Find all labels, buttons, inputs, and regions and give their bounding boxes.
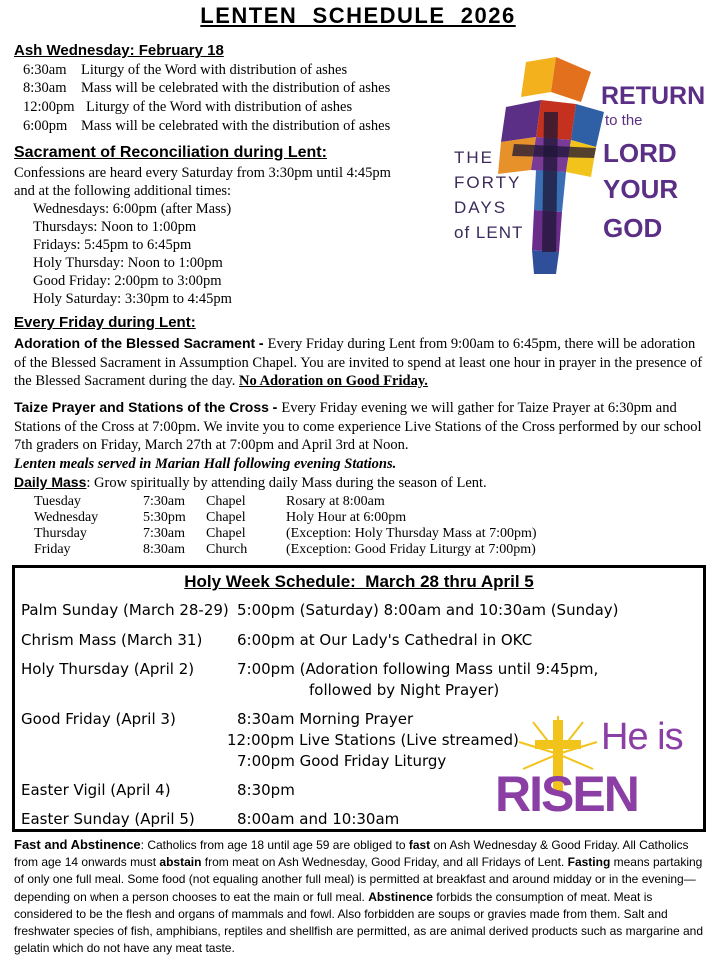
chrism-mass-time: 6:00pm at Our Lady's Cathedral in OKC — [237, 631, 533, 649]
holy-thursday-time: followed by Night Prayer) — [309, 681, 500, 699]
daily-day: Wednesday — [34, 510, 99, 525]
fast-word: fast — [408, 838, 431, 852]
fast-text: forbids the consumption of meat. Meat is considered to be the flesh and organs of mammals and fowl. Also forbidden are soups or gravies made from them. Salt and freshwater species of fish, amphibians, reptiles and shellfish are permitted, as are animal derived products such as margarine and gelatin which do not have any meat taste. — [14, 889, 704, 956]
forty-days-text: THE — [454, 148, 494, 167]
daily-day: Tuesday — [34, 494, 81, 509]
every-friday-heading: Every Friday during Lent: — [14, 314, 196, 331]
risen-bottom-text: RISEN — [495, 766, 638, 822]
ash-time: 6:30am — [23, 62, 67, 78]
stained-glass-cross-icon — [496, 52, 606, 277]
fast-text: means partaking of only one full meal. Some food (not equaling another full meal) is permitted at breakfast and around midday or in the evening—depending on when a person chooses to eat the main or full meal. — [14, 855, 703, 904]
reconciliation-time: Holy Thursday: Noon to 1:00pm — [33, 255, 223, 271]
easter-vigil-label: Easter Vigil (April 4) — [21, 781, 171, 799]
reconciliation-time: Fridays: 5:45pm to 6:45pm — [33, 237, 192, 253]
good-friday-time: 8:30am Morning Prayer — [237, 710, 414, 728]
return-lord-text: GOD — [603, 213, 663, 243]
forty-days-text: of LENT — [454, 223, 524, 242]
good-friday-time: 7:00pm Good Friday Liturgy — [237, 752, 447, 770]
fast-text: : Catholics from age 18 until age 59 are obliged to — [140, 838, 409, 852]
dash: - — [258, 336, 268, 352]
adoration-title: Adoration of the Blessed Sacrament — [14, 335, 256, 351]
daily-time: 8:30am — [143, 542, 185, 557]
daily-time: 7:30am — [143, 494, 185, 509]
return-lord-text: to the — [605, 112, 643, 129]
chrism-mass-label: Chrism Mass (March 31) — [21, 631, 203, 649]
daily-note: (Exception: Holy Thursday Mass at 7:00pm) — [286, 526, 537, 541]
reconciliation-time: Wednesdays: 6:00pm (after Mass) — [33, 201, 232, 217]
daily-mass-text: : Grow spiritually by attending daily Mass during the season of Lent. — [86, 475, 487, 491]
daily-time: 5:30pm — [143, 510, 186, 525]
taize-text: Every Friday evening we will gather for Taize Prayer at 6:30pm and Stations of the Cross at 7:00pm. We invite you to come experience Live Stations of the Cross performed by our school 7th graders on Friday, March 27th at 7:00pm and April 3rd at Noon. — [14, 400, 702, 453]
easter-sunday-label: Easter Sunday (April 5) — [21, 810, 195, 828]
good-friday-time: 12:00pm Live Stations (Live streamed) — [227, 731, 519, 749]
daily-place: Chapel — [206, 510, 246, 525]
dash: - — [272, 400, 282, 416]
daily-day: Friday — [34, 542, 71, 557]
ash-desc: Mass will be celebrated with the distribution of ashes — [81, 80, 391, 96]
palm-sunday-label: Palm Sunday (March 28-29) — [21, 601, 229, 619]
reconciliation-time: Thursdays: Noon to 1:00pm — [33, 219, 197, 235]
return-lord-text: RETURN — [601, 82, 706, 110]
daily-note: Holy Hour at 6:00pm — [286, 510, 407, 525]
risen-top-text: He is — [601, 716, 683, 758]
abstinence-word: Abstinence — [368, 889, 433, 904]
page-title: LENTEN SCHEDULE 2026 — [200, 3, 516, 28]
ash-time: 8:30am — [23, 80, 67, 96]
reconciliation-time: Holy Saturday: 3:30pm to 4:45pm — [33, 291, 232, 307]
reconciliation-time: Good Friday: 2:00pm to 3:00pm — [33, 273, 222, 289]
abstain-word: abstain — [159, 855, 202, 870]
ash-time: 6:00pm — [23, 118, 68, 134]
reconciliation-intro: and at the following additional times: — [14, 183, 232, 199]
ash-desc: Liturgy of the Word with distribution of ashes — [86, 99, 353, 115]
fast-abstinence-paragraph — [14, 836, 706, 957]
adoration-paragraph — [14, 334, 704, 391]
daily-place: Chapel — [206, 526, 246, 541]
reconciliation-heading: Sacrament of Reconciliation during Lent: — [14, 144, 327, 161]
return-lord-text: LORD — [603, 138, 677, 168]
good-friday-label: Good Friday (April 3) — [21, 710, 176, 728]
daily-place: Chapel — [206, 494, 246, 509]
fast-text: from meat on Ash Wednesday, Good Friday, and all Fridays of Lent. — [201, 855, 568, 870]
holy-thursday-label: Holy Thursday (April 2) — [21, 660, 195, 678]
ash-desc: Liturgy of the Word with distribution of ashes — [81, 62, 348, 78]
easter-vigil-time: 8:30pm — [237, 781, 295, 799]
adoration-note: No Adoration on Good Friday. — [238, 373, 428, 389]
taize-note: Lenten meals served in Marian Hall following evening Stations. — [14, 455, 397, 472]
holy-week-heading: Holy Week Schedule: March 28 thru April 5 — [184, 572, 534, 591]
return-lord-text: YOUR — [603, 174, 679, 204]
daily-note: (Exception: Good Friday Liturgy at 7:00pm) — [286, 542, 536, 557]
daily-place: Church — [206, 542, 248, 557]
lent-cross-graphic — [496, 52, 606, 277]
daily-note: Rosary at 8:00am — [286, 494, 385, 509]
taize-title: Taize Prayer and Stations of the Cross — [14, 399, 269, 415]
daily-time: 7:30am — [143, 526, 185, 541]
he-is-risen-graphic — [495, 714, 695, 826]
fast-text: on Ash Wednesday & Good Friday. All Catholics from age 14 onwards must — [14, 838, 689, 870]
daily-mass-label: Daily Mass — [14, 474, 87, 490]
forty-days-text: FORTY — [454, 173, 522, 192]
ash-time: 12:00pm — [23, 99, 75, 115]
holy-thursday-time: 7:00pm (Adoration following Mass until 9:45pm, — [237, 660, 599, 678]
ash-wednesday-heading: Ash Wednesday: February 18 — [14, 42, 224, 59]
reconciliation-intro: Confessions are heard every Saturday from 3:30pm until 4:45pm — [14, 165, 391, 181]
easter-sunday-time: 8:00am and 10:30am — [237, 810, 400, 828]
palm-sunday-time: 5:00pm (Saturday) 8:00am and 10:30am (Sunday) — [237, 601, 619, 619]
ash-desc: Mass will be celebrated with the distribution of ashes — [81, 118, 391, 134]
taize-paragraph — [14, 398, 704, 473]
adoration-text: Every Friday during Lent from 9:00am to 6:45pm, there will be adoration of the Blessed Sacrament in Assumption Chapel. You are invited to spend at least one hour in prayer in the presence of the Blessed Sacrament during the day. — [14, 336, 703, 389]
forty-days-text: DAYS — [454, 198, 508, 217]
daily-mass-intro — [14, 474, 487, 492]
fasting-word: Fasting — [567, 855, 611, 870]
holy-week-box — [12, 565, 706, 832]
daily-day: Thursday — [34, 526, 87, 541]
fast-title: Fast and Abstinence — [14, 837, 141, 852]
